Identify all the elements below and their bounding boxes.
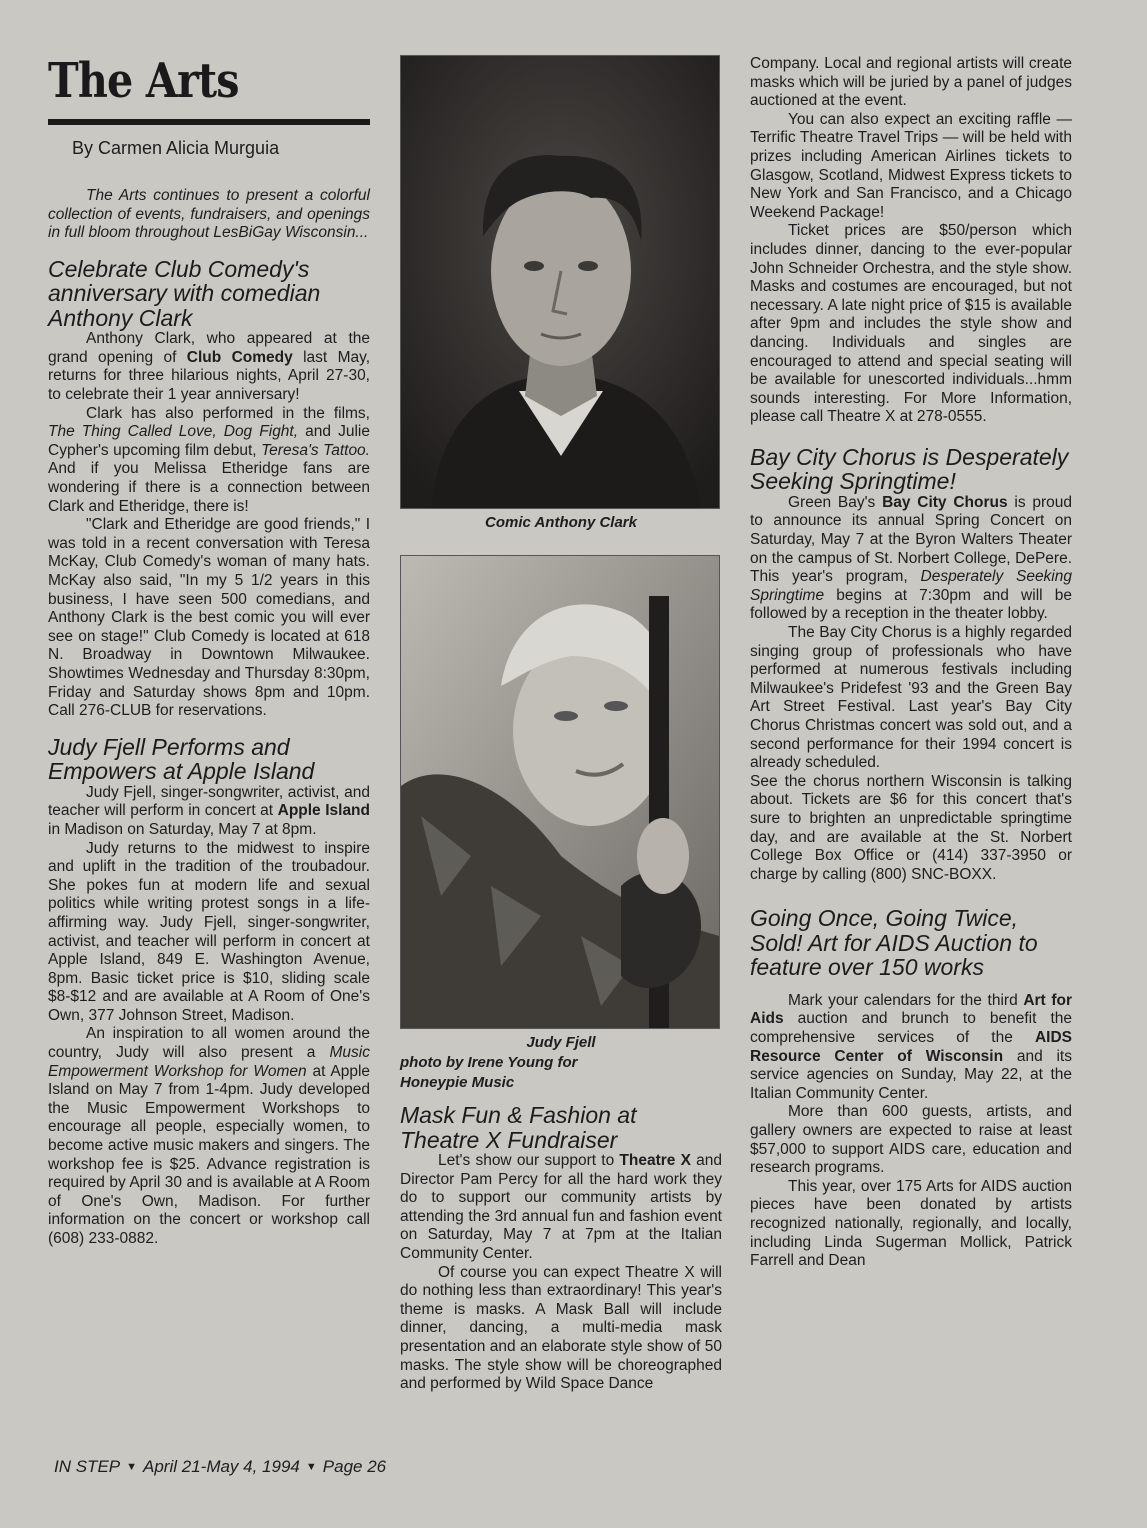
column-left bbox=[48, 55, 370, 1249]
headline-club-comedy: Celebrate Club Comedy's anniversary with comedian Anthony Clark bbox=[48, 255, 321, 331]
clark-paragraph-3: "Clark and Etheridge are good friends," I was told in a recent conversation with Teresa McKay, Club Comedy's woman of many hats. McKay also said, "In my 5 1/2 years in this business, I have seen 500 comedians, and Anthony Clark is the best comic you will ever see on stage!" Club Comedy is located at 618 N. Broadway in Downtown Milwaukee. Showtimes Wednesday and Thursday 8:30pm, Friday and Saturday shows 8pm and 10pm. Call 276-CLUB for reservations. bbox=[48, 516, 370, 720]
caption-judy-fjell: Judy Fjell bbox=[526, 1034, 596, 1051]
aids-paragraph-3: This year, over 175 Arts for AIDS auction pieces have been donated by artists recognized nationally, regionally, and locally, including Linda Sugerman Mollick, Patrick Farrell and Dean bbox=[750, 1177, 1072, 1270]
aids-paragraph-2: More than 600 guests, artists, and gallery owners are expected to raise at least $57,000 to support AIDS care, education and research programs. bbox=[750, 1103, 1072, 1177]
aids-paragraph-1: Mark your calendars for the third Art for Aids auction and brunch to benefit the comprehensive services of the AIDS Resource Center of Wisconsin and its service agencies on Sunday, May 22, at the Italian Community Center. bbox=[750, 991, 1072, 1102]
footer-publication: IN STEP bbox=[54, 1457, 121, 1476]
photo-credit-judy-fjell: photo by Irene Young for Honeypie Music bbox=[400, 1054, 578, 1091]
footer-separator-2: ▼ bbox=[305, 1461, 317, 1473]
headline-art-for-aids: Going Once, Going Twice, Sold! Art for AIDS Auction to feature over 150 works bbox=[750, 905, 1038, 981]
portrait-judy-fjell bbox=[401, 556, 719, 1028]
clark-paragraph-1: Anthony Clark, who appeared at the grand opening of Club Comedy last May, returns for three hilarious nights, April 27-30, to celebrate their 1 year anniversary! bbox=[48, 330, 371, 404]
fjell-paragraph-2: Judy returns to the midwest to inspire and uplift in the tradition of the troubadour. She pokes fun at modern life and sexual politics while writing protest songs in a life-affirming way. Judy Fjell, singer-songwriter, activist, and teacher will perform in concert at Apple Island, 849 E. Washington Avenue, 8pm. Basic ticket price is $10, sliding scale $8-$12 and are available at A Room of One's Own, 377 Johnson Street, Madison. bbox=[48, 839, 370, 1024]
portrait-anthony-clark bbox=[401, 56, 719, 508]
section-title: The Arts bbox=[48, 53, 239, 109]
fjell-paragraph-1: Judy Fjell, singer-songwriter, activist, and teacher will perform in concert at Apple Island in Madison on Saturday, May 7 at 8pm. bbox=[48, 783, 370, 838]
mask-paragraph-1: Let's show our support to Theatre X and Director Pam Percy for all the hard work they do to support our community artists by attending the 3rd annual fun and fashion event on Saturday, May 7 at 7pm at the Italian Community Center. bbox=[400, 1152, 723, 1262]
byline: By Carmen Alicia Murguia bbox=[72, 138, 280, 158]
title-rule bbox=[48, 119, 370, 125]
footer-page-number: Page 26 bbox=[322, 1457, 387, 1476]
intro-paragraph: The Arts continues to present a colorful collection of events, fundraisers, and openings in full bloom throughout LesBiGay Wisconsin... bbox=[48, 187, 370, 242]
photo-judy-fjell bbox=[400, 555, 720, 1029]
chorus-paragraph-2: The Bay City Chorus is a highly regarded singing group of professionals who have performed at numerous festivals including Milwaukee's Pridefest '93 and the Green Bay Art Street Festival. Last year's Bay City Chorus Christmas concert was sold out, and a second performance for their 1994 concert is already scheduled. bbox=[750, 624, 1072, 772]
headline-mask-fun: Mask Fun & Fashion at Theatre X Fundraiser bbox=[400, 1102, 637, 1153]
chorus-paragraph-3: See the chorus northern Wisconsin is talking about. Tickets are $6 for this concert that's sure to brighten an unpredictable springtime day, and are available at the St. Norbert College Box Office or (414) 337-3950 or charge by calling (800) SNC-BOXX. bbox=[750, 772, 1072, 883]
mask-paragraph-2-continued: Company. Local and regional artists will create masks which will be juried by a panel of judges auctioned at the event. bbox=[750, 55, 1072, 110]
clark-paragraph-2: Clark has also performed in the films, The Thing Called Love, Dog Fight, and Julie Cypher's upcoming film debut, Teresa's Tattoo. And if you Melissa Etheridge fans are wondering if there is a connection between Clark and Etheridge, there is! bbox=[48, 404, 370, 515]
footer-dates: April 21-May 4, 1994 bbox=[143, 1457, 300, 1476]
headline-judy-fjell: Judy Fjell Performs and Empowers at Apple Island bbox=[48, 733, 315, 785]
mask-paragraph-2: Of course you can expect Theatre X will do nothing less than extraordinary! This year's theme is masks. A Mask Ball will include dinner, dancing, a multi-media mask presentation and an elaborate style show of 50 masks. The style show will be choreographed and performed by Wild Space Dance bbox=[400, 1263, 722, 1393]
column-middle bbox=[400, 55, 722, 1394]
caption-anthony-clark: Comic Anthony Clark bbox=[485, 514, 637, 531]
mask-paragraph-4: Ticket prices are $50/person which includes dinner, dancing to the ever-popular John Schneider Orchestra, and the style show. Masks and costumes are encouraged, but not necessary. A late night price of $15 is available after 9pm and includes the style show and dancing. Individuals and singles are encouraged to attend and special seating will be available for unescorted individuals...hmm sounds interesting. For More Information, please call Theatre X at 278-0555. bbox=[750, 222, 1072, 426]
column-right bbox=[750, 55, 1072, 1271]
mask-paragraph-3: You can also expect an exciting raffle — Terrific Theatre Travel Trips — will be held with prizes including American Airlines tickets to Glasgow, Scotland, Midwest Express tickets to New York and San Francisco, and a Chicago Weekend Package! bbox=[750, 110, 1072, 221]
chorus-paragraph-1: Green Bay's Bay City Chorus is proud to announce its annual Spring Concert on Saturday, May 7 at the Byron Walters Theater on the campus of St. Norbert College, DePere. This year's program, Desperately Seeking Springtime begins at 7:30pm and will be followed by a reception in the theater lobby. bbox=[750, 493, 1072, 623]
footer-separator-1: ▼ bbox=[126, 1461, 138, 1473]
headline-bay-city-chorus: Bay City Chorus is Desperately Seeking Springtime! bbox=[750, 443, 1069, 495]
fjell-paragraph-3: An inspiration to all women around the country, Judy will also present a Music Empowerment Workshop for Women at Apple Island on May 7 from 1-4pm. Judy developed the Music Empowerment Workshops to encourage all people, especially women, to become active music makers and singers. The workshop fee is $25. Advance registration is required by April 30 and is available at A Room of One's Own, Madison. For further information on the concert or workshop call (608) 233-0882. bbox=[48, 1025, 371, 1247]
page-footer bbox=[54, 1456, 386, 1478]
photo-anthony-clark bbox=[400, 55, 720, 509]
